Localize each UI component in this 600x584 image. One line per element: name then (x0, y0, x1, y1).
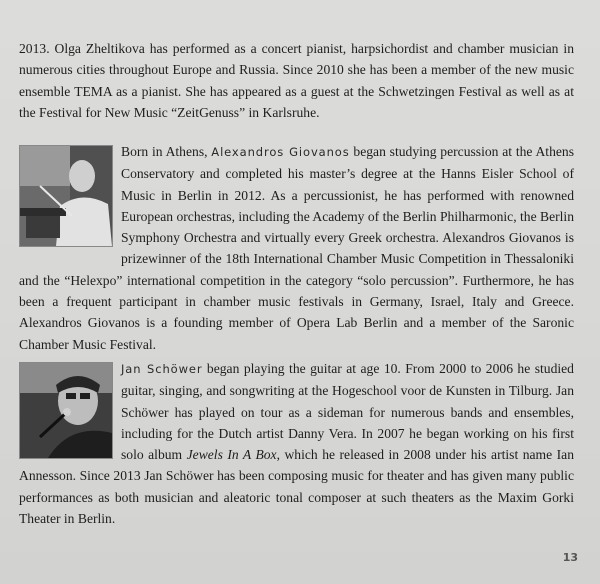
bio-schower (19, 358, 574, 529)
giovanos-text: began studying percussion at the Athens Conservatory and completed his master’s degree at the Hanns Eisler School of Music in Berlin in 2012. As a percussionist, he has performed with renowned European orchestras, including the Academy of the Berlin Philharmonic, the Berlin Symphony Orchestra and virtually every Greek orchestra. Alexandros Giovanos is prizewinner of the 18th International Chamber Music Competition in Thessaloniki and the “Helexpo” international competition in the category “solo percussion”. Furthermore, he has been a frequent participant in chamber music festivals in Germany, Israel, Italy and Greece. Alexandros Giovanos is a founding member of Opera Lab Berlin and a member of the Saronic Chamber Music Festival. (19, 144, 575, 352)
schower-album-title: Jewels In A Box (186, 447, 277, 463)
schower-photo (19, 362, 113, 459)
bio-zheltikova-text: 2013. Olga Zheltikova has performed as a concert pianist, harpsichordist and chamber musician in numerous cities throughout Europe and Russia. Since 2010 she has been a member of the new music ensemble TEMA as a pianist. She has appeared as a guest at the Schwetzingen Festival as well as at the Festival for New Music “ZeitGenuss” in Karlsruhe. (19, 41, 574, 120)
schower-text-a: began playing the guitar at age 10. From 2000 to 2006 he studied guitar, singing, and songwriting at the Hogeschool voor de Kunsten in Tilburg. Jan Schöwer has played on tour as a sideman for numerous bands and ensembles, including for the Dutch artist Danny Vera. In 2007 he began working on his first solo album (121, 361, 574, 463)
bio-giovanos (19, 141, 574, 355)
page-number: 13 (562, 551, 578, 564)
giovanos-intro: Born in Athens, (121, 144, 212, 159)
bio-zheltikova (19, 38, 574, 123)
giovanos-name: Alexandros Giovanos (211, 145, 350, 159)
giovanos-photo (19, 145, 113, 247)
schower-name: Jan Schöwer (121, 362, 203, 376)
schower-text-b: , which he released in 2008 under his artist name Ian Annesson. Since 2013 Jan Schöwer has been composing music for theater and has given many public performances as both musician and aleatoric tonal composer at such theaters as the Maxim Gorki Theater in Berlin. (19, 447, 575, 527)
